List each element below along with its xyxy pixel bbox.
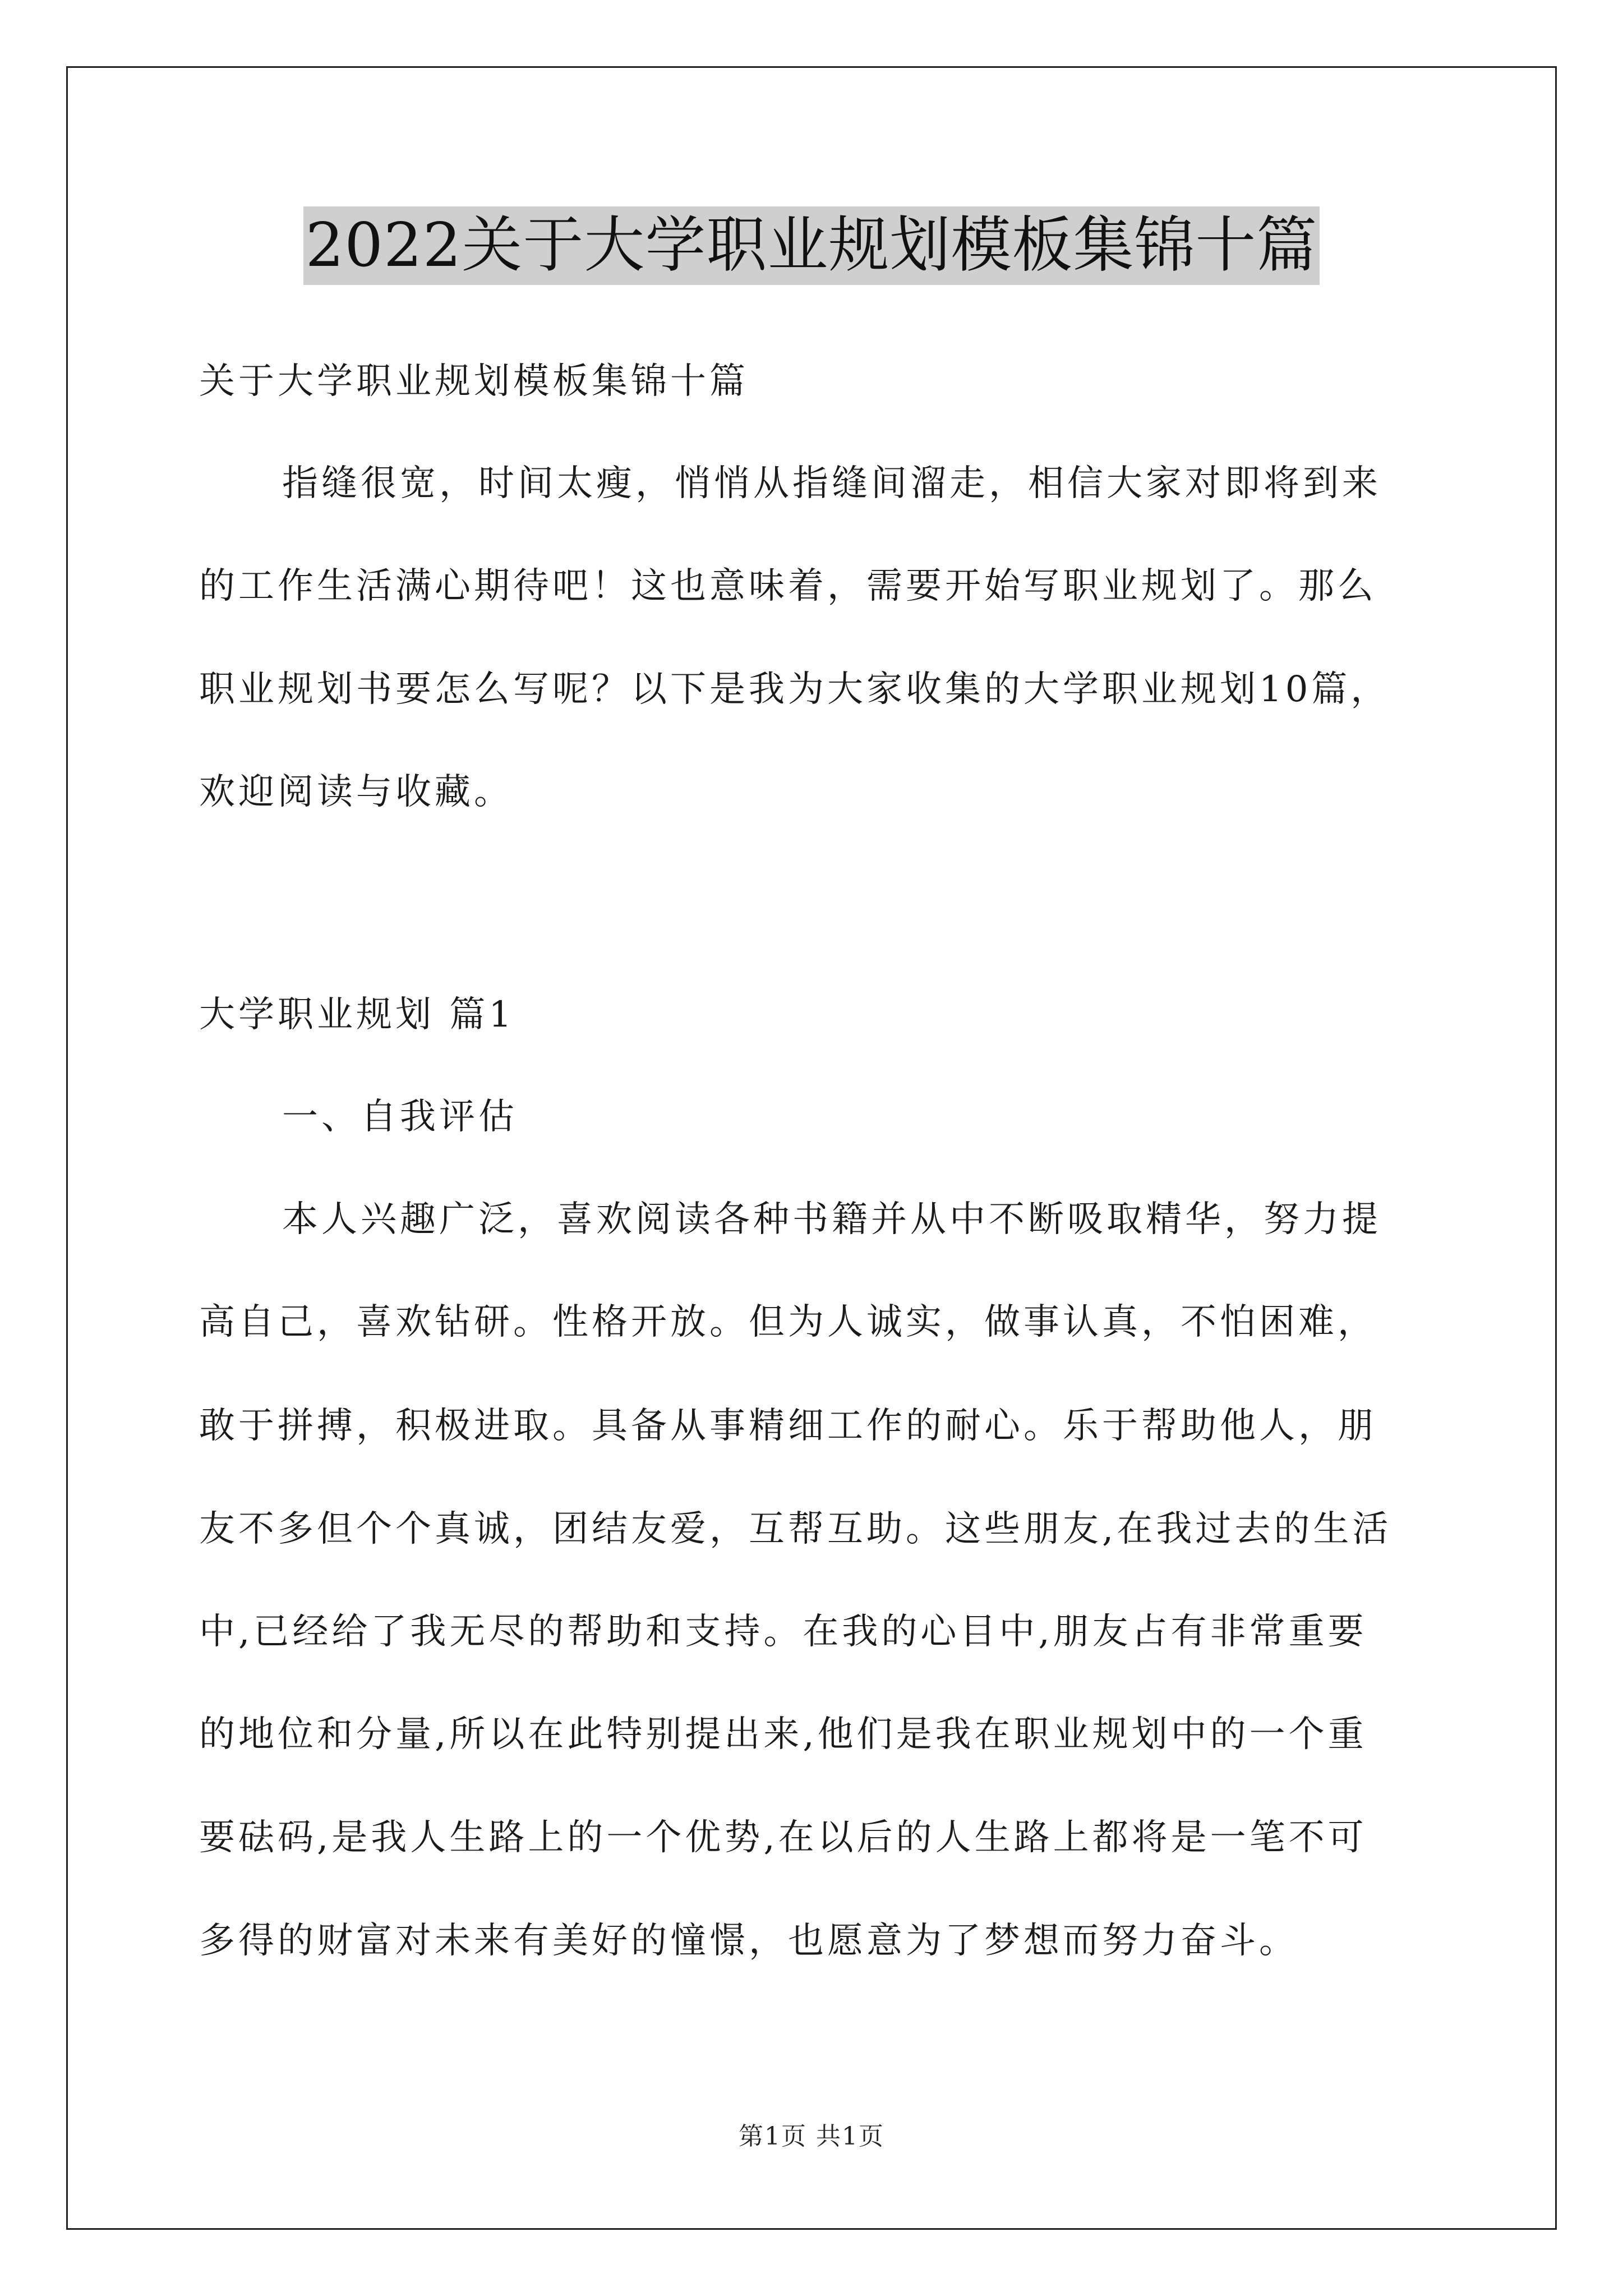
title-container — [0, 206, 1623, 285]
body-line: 要砝码,是我人生路上的一个优势,在以后的人生路上都将是一笔不可 — [199, 1817, 1367, 1858]
body-line: 本人兴趣广泛，喜欢阅读各种书籍并从中不断吸取精华，努力提 — [282, 1199, 1381, 1240]
document-title: 2022关于大学职业规划模板集锦十篇 — [303, 206, 1320, 285]
intro-line: 职业规划书要怎么写呢？以下是我为大家收集的大学职业规划10篇， — [199, 669, 1390, 710]
subheading: 一、自我评估 — [282, 1096, 518, 1138]
page-footer: 第1页 共1页 — [739, 2122, 884, 2151]
body-line: 高自己，喜欢钻研。性格开放。但为人诚实，做事认真，不怕困难， — [199, 1301, 1377, 1343]
section-heading: 大学职业规划 篇1 — [199, 994, 515, 1036]
intro-line: 的工作生活满心期待吧！这也意味着，需要开始写职业规划了。那么 — [199, 565, 1377, 607]
intro-line: 欢迎阅读与收藏。 — [199, 771, 513, 813]
body-line: 的地位和分量,所以在此特别提出来,他们是我在职业规划中的一个重 — [199, 1714, 1367, 1755]
body-line: 敢于拼搏，积极进取。具备从事精细工作的耐心。乐于帮助他人，朋 — [199, 1405, 1377, 1447]
document-subtitle: 关于大学职业规划模板集锦十篇 — [199, 361, 749, 402]
body-line: 中,已经给了我无尽的帮助和支持。在我的心目中,朋友占有非常重要 — [199, 1611, 1367, 1653]
intro-line: 指缝很宽，时间太瘦，悄悄从指缝间溜走，相信大家对即将到来 — [282, 463, 1381, 504]
body-line: 多得的财富对未来有美好的憧憬，也愿意为了梦想而努力奋斗。 — [199, 1920, 1298, 1962]
body-line: 友不多但个个真诚，团结友爱，互帮互助。这些朋友,在我过去的生活 — [199, 1508, 1392, 1550]
